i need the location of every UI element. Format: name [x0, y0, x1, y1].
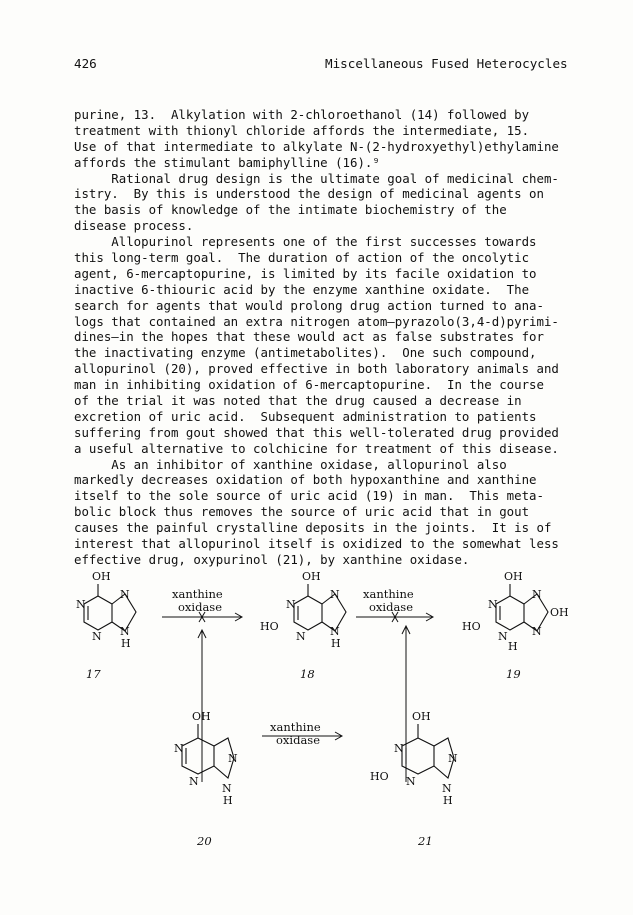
svg-text:N: N — [92, 630, 102, 643]
svg-text:N: N — [174, 742, 184, 755]
svg-text:H: H — [331, 637, 341, 650]
text-line: man in inhibiting oxidation of 6-mercaptopurine. In the course — [74, 377, 544, 393]
svg-text:H: H — [508, 640, 518, 653]
text-line: of the trial it was noted that the drug caused a decrease in — [74, 393, 522, 409]
svg-text:N: N — [286, 598, 296, 611]
structure-20 — [174, 710, 238, 807]
svg-text:HO: HO — [260, 620, 279, 633]
reaction-scheme — [0, 560, 633, 890]
text-line: the basis of knowledge of the intimate biochemistry of the — [74, 202, 507, 218]
svg-text:N: N — [228, 752, 238, 765]
text-line: allopurinol (20), proved effective in both laboratory animals and — [74, 361, 559, 377]
text-line: itself to the sole source of uric acid (19) in man. This meta- — [74, 488, 544, 504]
text-line: logs that contained an extra nitrogen atom—pyrazolo(3,4-d)pyrimi- — [74, 313, 559, 329]
svg-text:N: N — [532, 625, 542, 638]
text-line: Rational drug design is the ultimate goal of medicinal chem- — [74, 170, 559, 186]
svg-text:N: N — [330, 588, 340, 601]
compound-label-18: 18 — [300, 667, 315, 681]
svg-text:N: N — [76, 598, 86, 611]
svg-text:N: N — [120, 625, 130, 638]
text-line: agent, 6-mercaptopurine, is limited by its facile oxidation to — [74, 265, 537, 281]
svg-text:OH: OH — [412, 710, 431, 723]
text-line: disease process. — [74, 218, 194, 234]
svg-text:N: N — [296, 630, 306, 643]
text-line: a useful alternative to colchicine for treatment of this disease. — [74, 440, 559, 456]
arrow-label: oxidase — [178, 600, 223, 614]
text-line: suffering from gout showed that this well-tolerated drug provided — [74, 424, 559, 440]
compound-label-19: 19 — [506, 667, 521, 681]
text-line: affords the stimulant bamiphylline (16).⁹ — [74, 154, 380, 170]
svg-text:OH: OH — [302, 570, 321, 583]
svg-text:H: H — [443, 794, 453, 807]
svg-text:N: N — [406, 775, 416, 788]
text-line: bolic block thus removes the source of uric acid that in gout — [74, 504, 530, 520]
svg-text:N: N — [532, 588, 542, 601]
structure-19 — [462, 570, 569, 653]
text-line: this long-term goal. The duration of action of the oncolytic — [74, 250, 530, 266]
text-line: treatment with thionyl chloride affords the intermediate, 15. — [74, 122, 530, 138]
text-line: search for agents that would prolong drug action turned to ana- — [74, 297, 544, 313]
structure-18 — [260, 570, 346, 650]
text-line: Allopurinol represents one of the first successes towards — [74, 234, 537, 250]
text-line: causes the painful crystalline deposits in the joints. It is of — [74, 520, 552, 536]
running-head: Miscellaneous Fused Heterocycles — [325, 56, 568, 71]
body-text — [74, 107, 579, 568]
svg-text:H: H — [223, 794, 233, 807]
svg-text:OH: OH — [504, 570, 523, 583]
svg-text:N: N — [330, 625, 340, 638]
svg-text:HO: HO — [462, 620, 481, 633]
svg-text:N: N — [222, 782, 232, 795]
svg-text:N: N — [394, 742, 404, 755]
compound-label-17: 17 — [86, 667, 101, 681]
svg-text:N: N — [189, 775, 199, 788]
svg-text:OH: OH — [192, 710, 211, 723]
text-line: dines—in the hopes that these would act as false substrates for — [74, 329, 544, 345]
text-line: purine, 13. Alkylation with 2-chloroethanol (14) followed by — [74, 107, 530, 122]
compound-label-20: 20 — [197, 834, 212, 848]
text-line: excretion of uric acid. Subsequent administration to patients — [74, 408, 537, 424]
arrow-label: xanthine — [270, 720, 321, 734]
svg-text:HO: HO — [370, 770, 389, 783]
text-line: istry. By this is understood the design of medicinal agents on — [74, 186, 544, 202]
arrow-label: oxidase — [369, 600, 414, 614]
svg-text:OH: OH — [550, 606, 569, 619]
svg-text:N: N — [498, 630, 508, 643]
text-line: interest that allopurinol itself is oxidized to the somewhat less — [74, 536, 559, 552]
compound-label-21: 21 — [418, 834, 433, 848]
text-line: As an inhibitor of xanthine oxidase, allopurinol also — [74, 456, 507, 472]
text-line: effective drug, oxypurinol (21), by xanthine oxidase. — [74, 551, 470, 567]
arrow-label: oxidase — [276, 733, 321, 747]
svg-text:H: H — [121, 637, 131, 650]
text-line: markedly decreases oxidation of both hypoxanthine and xanthine — [74, 472, 537, 488]
text-line: the inactivating enzyme (antimetabolites). One such compound, — [74, 345, 537, 361]
svg-text:N: N — [120, 588, 130, 601]
svg-text:OH: OH — [92, 570, 111, 583]
arrow-label: xanthine — [363, 587, 414, 601]
arrow-label: xanthine — [172, 587, 223, 601]
structure-17 — [76, 570, 136, 650]
svg-text:N: N — [448, 752, 458, 765]
text-line: inactive 6-thiouric acid by the enzyme xanthine oxidate. The — [74, 281, 530, 297]
structure-21 — [370, 710, 458, 807]
svg-text:N: N — [442, 782, 452, 795]
page-number: 426 — [74, 56, 97, 71]
text-line: Use of that intermediate to alkylate N-(2-hydroxyethyl)ethylamine — [74, 138, 559, 154]
svg-text:N: N — [488, 598, 498, 611]
